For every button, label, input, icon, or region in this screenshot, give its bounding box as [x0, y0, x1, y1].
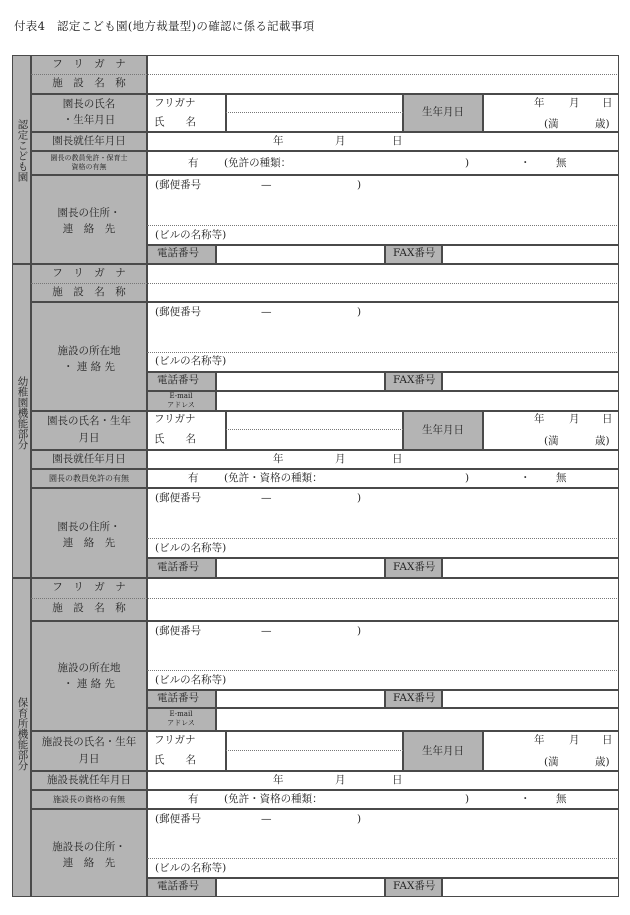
day-label: 日 [392, 135, 403, 147]
day-label: 日 [392, 774, 403, 786]
license-label: 園長の教員免許の有無 [49, 474, 129, 483]
day-label: 日 [602, 734, 613, 746]
year-label: 年 [534, 97, 545, 109]
facility-name-label: 施 設 名 称 [52, 77, 126, 89]
fax-label: FAX番号 [393, 880, 436, 892]
close-paren: ) [465, 157, 470, 169]
building-label: (ビルの名称等) [155, 542, 227, 554]
building-label: (ビルの名称等) [155, 355, 227, 367]
year-label: 年 [273, 774, 284, 786]
postal-dash: — [261, 625, 272, 637]
age-open-label: (満 [544, 435, 559, 447]
page-title: 付表4 認定こども園(地方裁量型)の確認に係る記載事項 [14, 19, 315, 33]
tel-label: 電話番号 [157, 880, 199, 892]
director-name-label: 園長の氏名 [62, 98, 116, 110]
director-start-label: 園長就任年月日 [52, 135, 126, 147]
outer-border [12, 55, 619, 897]
facility-name-label: 施 設 名 称 [52, 286, 126, 298]
license-type-label: (免許・資格の種類： [224, 472, 323, 484]
email-label-line1: E-mail [169, 710, 193, 718]
close-paren: ) [465, 793, 470, 805]
age-open-label: (満 [544, 756, 559, 768]
section-label-nintei: 認定こども園 [16, 119, 29, 182]
separator-dot: ・ [520, 157, 531, 169]
yes-option[interactable]: 有 [188, 157, 199, 169]
fax-label: FAX番号 [393, 247, 436, 259]
director-address-label-2: 連 絡 先 [62, 537, 116, 549]
head-address-label-1: 施設長の住所・ [52, 841, 126, 853]
head-address-label-2: 連 絡 先 [62, 857, 116, 869]
furigana-label: フ リ ガ ナ [52, 581, 126, 593]
license-type-label: (免許・資格の種類： [224, 793, 323, 805]
no-option[interactable]: 無 [556, 793, 567, 805]
birthdate-label: 生年月日 [422, 424, 464, 436]
facility-location-label-2: ・ 連 絡 先 [62, 678, 116, 690]
day-label: 日 [602, 413, 613, 425]
age-close-label: 歳) [595, 435, 610, 447]
day-label: 日 [602, 97, 613, 109]
close-paren: ) [357, 813, 362, 825]
postal-label: (郵便番号 [155, 306, 202, 318]
month-label: 月 [335, 453, 346, 465]
director-start-label: 園長就任年月日 [52, 453, 126, 465]
year-label: 年 [273, 453, 284, 465]
month-label: 月 [335, 135, 346, 147]
furigana-small-label: フリガナ [154, 734, 196, 746]
head-name-label: 施設長の氏名・生年 [41, 736, 137, 748]
yes-option[interactable]: 有 [188, 472, 199, 484]
facility-location-label-1: 施設の所在地 [57, 345, 121, 357]
close-paren: ) [465, 472, 470, 484]
furigana-label: フ リ ガ ナ [52, 267, 126, 279]
close-paren: ) [357, 625, 362, 637]
birthdate-label: 生年月日 [422, 745, 464, 757]
director-address-label-1: 園長の住所・ [57, 207, 121, 219]
license-label-line1: 園長の教員免許・保育士 [50, 154, 128, 162]
postal-dash: — [261, 813, 272, 825]
director-name-label: 園長の氏名・生年 [47, 415, 131, 427]
month-label: 月 [569, 734, 580, 746]
shimei-label: 氏 名 [154, 433, 196, 445]
separator-dot: ・ [520, 472, 531, 484]
email-label-line1: E-mail [169, 392, 193, 400]
fax-label: FAX番号 [393, 374, 436, 386]
facility-name-label: 施 設 名 称 [52, 602, 126, 614]
month-label: 月 [569, 97, 580, 109]
director-birth-label: ・生年月日 [62, 114, 116, 126]
facility-location-label-2: ・ 連 絡 先 [62, 361, 116, 373]
postal-label: (郵便番号 [155, 813, 202, 825]
director-birth-label: 月日 [78, 432, 100, 444]
section-label-yochien: 幼稚園機能部分 [16, 376, 29, 450]
postal-dash: — [261, 306, 272, 318]
facility-location-label-1: 施設の所在地 [57, 662, 121, 674]
tel-label: 電話番号 [157, 247, 199, 259]
day-label: 日 [392, 453, 403, 465]
close-paren: ) [357, 179, 362, 191]
postal-label: (郵便番号 [155, 625, 202, 637]
year-label: 年 [273, 135, 284, 147]
head-start-label: 施設長就任年月日 [47, 774, 131, 786]
no-option[interactable]: 無 [556, 472, 567, 484]
postal-label: (郵便番号 [155, 492, 202, 504]
birthdate-label: 生年月日 [422, 106, 464, 118]
month-label: 月 [335, 774, 346, 786]
furigana-small-label: フリガナ [154, 413, 196, 425]
license-type-label: (免許の種類： [224, 157, 292, 169]
year-label: 年 [534, 413, 545, 425]
postal-dash: — [261, 179, 272, 191]
furigana-small-label: フリガナ [154, 97, 196, 109]
postal-dash: — [261, 492, 272, 504]
building-label: (ビルの名称等) [155, 229, 227, 241]
age-open-label: (満 [544, 118, 559, 130]
age-close-label: 歳) [595, 756, 610, 768]
tel-label: 電話番号 [157, 692, 199, 704]
month-label: 月 [569, 413, 580, 425]
director-address-label-2: 連 絡 先 [62, 223, 116, 235]
application-form-table [12, 55, 619, 897]
separator-dot: ・ [520, 793, 531, 805]
email-label-line2: アドレス [167, 401, 195, 409]
director-address-label-1: 園長の住所・ [57, 521, 121, 533]
postal-label: (郵便番号 [155, 179, 202, 191]
tel-label: 電話番号 [157, 374, 199, 386]
shimei-label: 氏 名 [154, 116, 196, 128]
email-label-line2: アドレス [167, 719, 195, 727]
furigana-label: フ リ ガ ナ [52, 58, 126, 70]
fax-label: FAX番号 [393, 692, 436, 704]
tel-label: 電話番号 [157, 561, 199, 573]
license-label-line2: 資格の有無 [71, 163, 107, 171]
section-label-hoikusho: 保育所機能部分 [16, 697, 29, 771]
fax-label: FAX番号 [393, 561, 436, 573]
license-label: 施設長の資格の有無 [53, 795, 125, 804]
building-label: (ビルの名称等) [155, 674, 227, 686]
close-paren: ) [357, 306, 362, 318]
year-label: 年 [534, 734, 545, 746]
shimei-label: 氏 名 [154, 754, 196, 766]
no-option[interactable]: 無 [556, 157, 567, 169]
head-birth-label: 月日 [78, 753, 100, 765]
age-close-label: 歳) [595, 118, 610, 130]
close-paren: ) [357, 492, 362, 504]
building-label: (ビルの名称等) [155, 862, 227, 874]
yes-option[interactable]: 有 [188, 793, 199, 805]
